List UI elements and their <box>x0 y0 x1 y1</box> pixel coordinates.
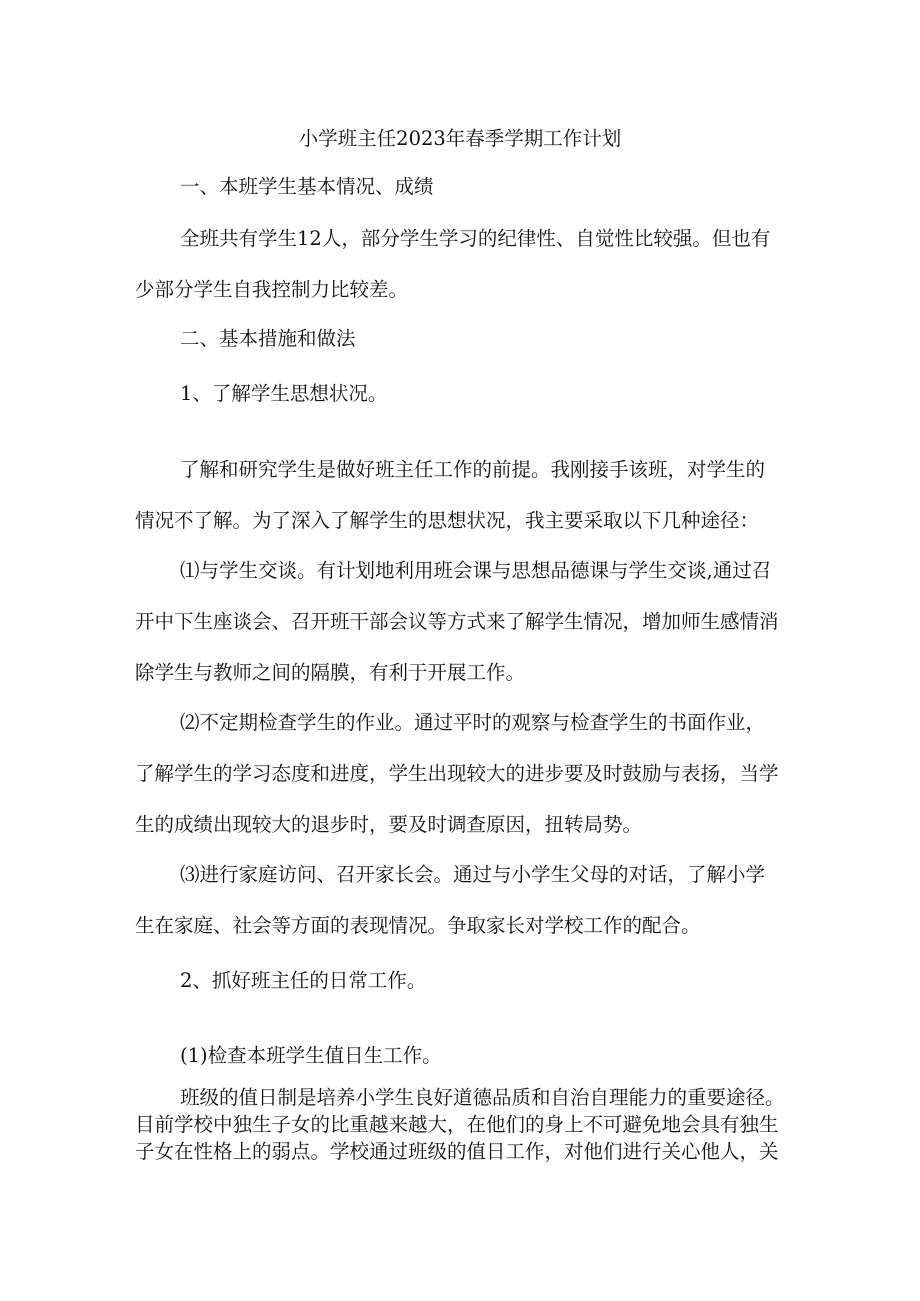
subsection-item: (1)检查本班学生值日生工作。 <box>180 1044 442 1067</box>
paragraph-line: ⑴与学生交谈。有计划地利用班会课与思想品德课与学生交谈,通过召 <box>180 559 772 582</box>
paragraph-line: ⑶进行家庭访问、召开家长会。通过与小学生父母的对话，了解小学 <box>180 863 766 886</box>
document-title: 小学班主任2023年春季学期工作计划 <box>298 127 622 150</box>
paragraph-line: 除学生与教师之间的隔膜，有利于开展工作。 <box>135 661 526 684</box>
paragraph-line: 子女在性格上的弱点。学校通过班级的值日工作，对他们进行关心他人，关 <box>135 1140 779 1163</box>
paragraph-line: 生在家庭、社会等方面的表现情况。争取家长对学校工作的配合。 <box>135 914 701 937</box>
paragraph-line: ⑵不定期检查学生的作业。通过平时的观察与检查学生的书面作业， <box>180 711 766 734</box>
paragraph-line: 开中下生座谈会、召开班干部会议等方式来了解学生情况，增加师生感情消 <box>135 610 779 633</box>
subsection-heading-1: 1、了解学生思想状况。 <box>180 382 388 405</box>
paragraph-line: 全班共有学生12人，部分学生学习的纪律性、自觉性比较强。但也有 <box>180 227 771 250</box>
paragraph-line: 情况不了解。为了深入了解学生的思想状况，我主要采取以下几种途径： <box>135 509 760 532</box>
subsection-heading-2: 2、抓好班主任的日常工作。 <box>180 969 427 992</box>
paragraph-line: 了解学生的学习态度和进度，学生出现较大的进步要及时鼓励与表扬，当学 <box>135 762 779 785</box>
paragraph-line: 少部分学生自我控制力比较差。 <box>135 278 409 301</box>
section-heading-1: 一、本班学生基本情况、成绩 <box>180 175 434 198</box>
paragraph-line: 生的成绩出现较大的退步时，要及时调查原因，扭转局势。 <box>135 813 643 836</box>
section-heading-2: 二、基本措施和做法 <box>180 327 356 350</box>
paragraph-line: 了解和研究学生是做好班主任工作的前提。我刚接手该班，对学生的 <box>180 458 766 481</box>
paragraph-line: 目前学校中独生子女的比重越来越大，在他们的身上不可避免地会具有独生 <box>135 1113 779 1136</box>
paragraph-line: 班级的值日制是培养小学生良好道德品质和自治自理能力的重要途径。 <box>180 1086 785 1109</box>
